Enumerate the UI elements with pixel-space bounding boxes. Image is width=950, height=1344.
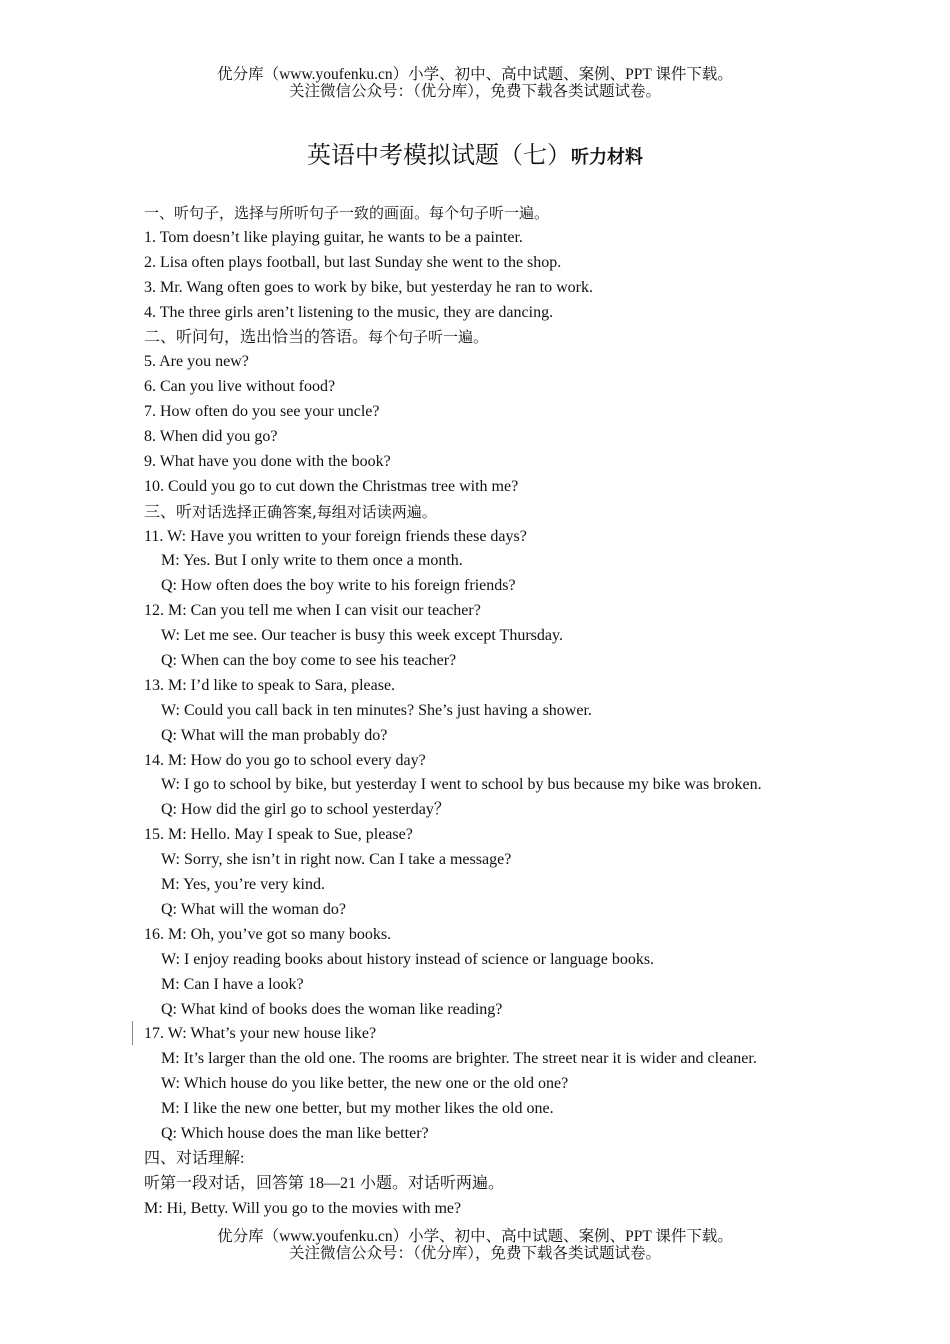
list-item: 1. Tom doesn’t like playing guitar, he wants to be a painter. bbox=[144, 228, 523, 246]
list-item: 4. The three girls aren’t listening to the music, they are dancing. bbox=[144, 303, 554, 321]
dialog-line: Q: How did the girl go to school yesterday？ bbox=[161, 801, 450, 819]
dialog-line: 13. M: I’d like to speak to Sara, please. bbox=[144, 676, 396, 694]
dialog-line: Q: What will the man probably do? bbox=[161, 726, 388, 744]
section-2-heading bbox=[144, 325, 844, 350]
dialog-line: Q: Which house does the man like better? bbox=[161, 1124, 429, 1142]
section-3-heading bbox=[144, 500, 844, 525]
list-item: 8. When did you go? bbox=[144, 428, 278, 446]
dialog-line: W: I go to school by bike, but yesterday I went to school by bus because my bike was broken. bbox=[161, 776, 762, 794]
footer-line-2: 关注微信公众号：（优分库），免费下载各类试题试卷。 bbox=[288, 1245, 661, 1262]
section-4-intro: 听第一段对话，回答第 18—21 小题。对话听两遍。 bbox=[144, 1174, 505, 1192]
dialog-line: Q: When can the boy come to see his teacher? bbox=[161, 652, 457, 670]
document-body bbox=[144, 201, 844, 1222]
header-line-1: 优分库（www.youfenku.cn）小学、初中、高中试题、案例、PPT 课件下载。 bbox=[217, 66, 733, 83]
title-sub: 听力材料 bbox=[571, 147, 643, 168]
list-item: 3. Mr. Wang often goes to work by bike, but yesterday he ran to work. bbox=[144, 278, 593, 296]
dialog-line: M: Yes, you’re very kind. bbox=[161, 876, 325, 894]
dialog-line: W: Let me see. Our teacher is busy this week except Thursday. bbox=[161, 627, 563, 645]
dialog-line: M: Can I have a look? bbox=[161, 975, 304, 993]
dialog-line: M: Yes. But I only write to them once a month. bbox=[161, 552, 463, 570]
page-header bbox=[0, 66, 950, 100]
dialog-line: Q: What kind of books does the woman like reading? bbox=[161, 1000, 503, 1018]
dialog-line: 11. W: Have you written to your foreign friends these days? bbox=[144, 527, 527, 545]
dialog-line: W: Which house do you like better, the new one or the old one? bbox=[161, 1075, 569, 1093]
section-2-heading-b: 每个句子听一遍。 bbox=[368, 328, 489, 347]
section-4-heading: 四、对话理解: bbox=[144, 1149, 245, 1167]
dialog-line: 16. M: Oh, you’ve got so many books. bbox=[144, 925, 392, 943]
dialog-line: 17. W: What’s your new house like? bbox=[144, 1025, 377, 1043]
footer-line-1: 优分库（www.youfenku.cn）小学、初中、高中试题、案例、PPT 课件下载。 bbox=[217, 1228, 733, 1245]
section-2-heading-a: 二、听问句，选出恰当的答语。 bbox=[144, 329, 369, 347]
dialog-line: Q: What will the woman do? bbox=[161, 900, 346, 918]
page-title bbox=[0, 135, 950, 170]
dialog-line: M: It’s larger than the old one. The rooms are brighter. The street near it is wider and cleaner. bbox=[161, 1050, 757, 1068]
list-item: 10. Could you go to cut down the Christmas tree with me? bbox=[144, 477, 519, 495]
dialog-line: 15. M: Hello. May I speak to Sue, please? bbox=[144, 826, 413, 844]
section-1-heading: 一、听句子，选择与所听句子一致的画面。每个句子听一遍。 bbox=[144, 204, 550, 222]
dialog-line: 12. M: Can you tell me when I can visit our teacher? bbox=[144, 602, 481, 620]
dialog-line: W: Sorry, she isn’t in right now. Can I take a message? bbox=[161, 851, 512, 869]
dialog-line: W: I enjoy reading books about history instead of science or language books. bbox=[161, 950, 655, 968]
section-3-heading-a: 三、听 bbox=[144, 503, 193, 521]
page-footer bbox=[0, 1228, 950, 1262]
dialog-line: W: Could you call back in ten minutes? She’s just having a shower. bbox=[161, 701, 592, 719]
title-main: 英语中考模拟试题（七） bbox=[307, 143, 571, 169]
list-item: 2. Lisa often plays football, but last Sunday she went to the shop. bbox=[144, 253, 562, 271]
list-item: 7. How often do you see your uncle? bbox=[144, 403, 380, 421]
revision-mark bbox=[132, 1021, 133, 1045]
list-item: 6. Can you live without food? bbox=[144, 378, 336, 396]
header-line-2: 关注微信公众号：（优分库），免费下载各类试题试卷。 bbox=[288, 83, 661, 100]
list-item: 5. Are you new? bbox=[144, 353, 249, 371]
list-item: 9. What have you done with the book? bbox=[144, 452, 391, 470]
dialog-line: M: I like the new one better, but my mother likes the old one. bbox=[161, 1100, 554, 1118]
dialog-line: M: Hi, Betty. Will you go to the movies with me? bbox=[144, 1199, 462, 1217]
dialog-line: 14. M: How do you go to school every day? bbox=[144, 751, 426, 769]
dialog-line: Q: How often does the boy write to his foreign friends? bbox=[161, 577, 516, 595]
section-3-heading-b: 对话选择正确答案,每组对话读两遍。 bbox=[192, 502, 437, 521]
